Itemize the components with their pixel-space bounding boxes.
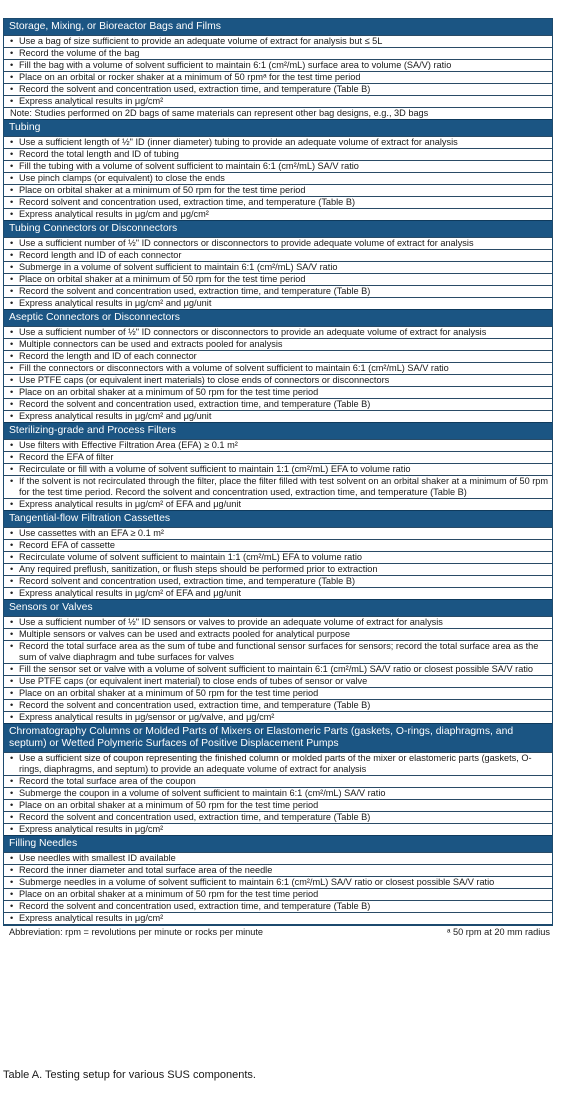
bullet-icon: • xyxy=(10,84,14,94)
bullet-icon: • xyxy=(10,476,14,486)
bullet-icon: • xyxy=(10,262,14,272)
list-item-text: Submerge needles in a volume of solvent sufficient to maintain 6:1 (cm²/mL) SA/V ratio or closest possible SA/V ratio xyxy=(19,877,495,887)
list-item xyxy=(4,208,552,220)
bullet-icon: • xyxy=(10,96,14,106)
bullet-icon: • xyxy=(10,865,14,875)
list-item-text: Place on orbital shaker at a minimum of 50 rpm for the test time period xyxy=(19,274,306,284)
bullet-icon: • xyxy=(10,564,14,574)
bullet-icon: • xyxy=(10,339,14,349)
list-item xyxy=(4,563,552,575)
list-item-text: Use a sufficient length of ½" ID (inner diameter) tubing to provide an adequate volume of extract for analysis xyxy=(19,137,458,147)
list-item xyxy=(4,386,552,398)
list-item-text: Record the solvent and concentration used, extraction time, and temperature (Table B) xyxy=(19,286,371,296)
list-item xyxy=(4,539,552,551)
section-title: Tubing xyxy=(4,119,552,136)
list-item xyxy=(4,237,552,249)
list-item-text: Use cassettes with an EFA ≥ 0.1 m² xyxy=(19,528,164,538)
list-item-text: Record the EFA of filter xyxy=(19,452,114,462)
list-item-text: Place on an orbital or rocker shaker at a minimum of 50 rpmᵃ for the test time period xyxy=(19,72,361,82)
bullet-icon: • xyxy=(10,540,14,550)
bullet-icon: • xyxy=(10,149,14,159)
bullet-icon: • xyxy=(10,812,14,822)
bullet-icon: • xyxy=(10,617,14,627)
list-item xyxy=(4,912,552,924)
testing-setup-table xyxy=(3,18,553,925)
list-item-text: Record length and ID of each connector xyxy=(19,250,182,260)
list-item xyxy=(4,699,552,711)
list-item xyxy=(4,687,552,699)
list-item-text: Express analytical results in μg/cm² xyxy=(19,913,164,923)
bullet-icon: • xyxy=(10,286,14,296)
list-item-text: Record the length and ID of each connector xyxy=(19,351,197,361)
list-item xyxy=(4,787,552,799)
list-item xyxy=(4,675,552,687)
list-item xyxy=(4,71,552,83)
list-item-text: Record solvent and concentration used, extraction time, and temperature (Table B) xyxy=(19,576,356,586)
list-item-text: Express analytical results in μg/cm² xyxy=(19,824,164,834)
bullet-icon: • xyxy=(10,60,14,70)
list-item-text: Record the volume of the bag xyxy=(19,48,140,58)
list-item-text: Express analytical results in μg/cm² and μg/unit xyxy=(19,411,212,421)
list-item-text: Use PTFE caps (or equivalent inert material) to close ends of tubes of sensor or valve xyxy=(19,676,368,686)
list-item-text: Submerge the coupon in a volume of solvent sufficient to maintain 6:1 (cm²/mL) SA/V ratio xyxy=(19,788,386,798)
bullet-icon: • xyxy=(10,161,14,171)
list-item xyxy=(4,527,552,539)
list-item-text: Express analytical results in μg/cm² of EFA and μg/unit xyxy=(19,499,241,509)
list-item-text: Use needles with smallest ID available xyxy=(19,853,176,863)
list-item xyxy=(4,273,552,285)
list-item xyxy=(4,498,552,510)
section-title: Tangential-flow Filtration Cassettes xyxy=(4,510,552,527)
list-item-text: Record the inner diameter and total surface area of the needle xyxy=(19,865,273,875)
bullet-icon: • xyxy=(10,327,14,337)
list-item-text: Express analytical results in μg/cm² of EFA and μg/unit xyxy=(19,588,241,598)
bullet-icon: • xyxy=(10,185,14,195)
section-title: Sensors or Valves xyxy=(4,599,552,616)
list-item-text: Record the total surface area as the sum of tube and functional sensor surfaces for sensors; record the total surface area as the sum of valve diaphragm and tube surfaces for valves xyxy=(19,641,539,662)
section-title: Tubing Connectors or Disconnectors xyxy=(4,220,552,237)
bullet-icon: • xyxy=(10,387,14,397)
bullet-icon: • xyxy=(10,901,14,911)
list-item-text: Express analytical results in μg/cm² and μg/unit xyxy=(19,298,212,308)
bullet-icon: • xyxy=(10,411,14,421)
bullet-icon: • xyxy=(10,238,14,248)
list-item xyxy=(4,752,552,775)
list-item-text: Submerge in a volume of solvent sufficient to maintain 6:1 (cm²/mL) SA/V ratio xyxy=(19,262,338,272)
list-item xyxy=(4,628,552,640)
bullet-icon: • xyxy=(10,440,14,450)
list-item xyxy=(4,551,552,563)
bullet-icon: • xyxy=(10,788,14,798)
bullet-icon: • xyxy=(10,552,14,562)
list-item-text: Record the solvent and concentration used, extraction time, and temperature (Table B) xyxy=(19,812,371,822)
list-item xyxy=(4,663,552,675)
list-item xyxy=(4,95,552,107)
bullet-icon: • xyxy=(10,209,14,219)
list-item-text: Place on an orbital shaker at a minimum of 50 rpm for the test time period xyxy=(19,889,319,899)
list-item xyxy=(4,59,552,71)
list-item-text: Place on an orbital shaker at a minimum of 50 rpm for the test time period xyxy=(19,800,319,810)
list-item-text: Any required preflush, sanitization, or flush steps should be performed prior to extraction xyxy=(19,564,378,574)
list-item xyxy=(4,148,552,160)
bullet-icon: • xyxy=(10,375,14,385)
bullet-icon: • xyxy=(10,753,14,763)
bullet-icon: • xyxy=(10,824,14,834)
bullet-icon: • xyxy=(10,464,14,474)
list-item xyxy=(4,640,552,663)
list-item xyxy=(4,374,552,386)
list-item xyxy=(4,876,552,888)
list-item-text: Recirculate or fill with a volume of solvent sufficient to maintain 1:1 (cm²/mL) EFA to volume ratio xyxy=(19,464,411,474)
bullet-icon: • xyxy=(10,712,14,722)
bullet-icon: • xyxy=(10,274,14,284)
bullet-icon: • xyxy=(10,351,14,361)
list-item xyxy=(4,362,552,374)
bullet-icon: • xyxy=(10,800,14,810)
list-item-text: If the solvent is not recirculated through the filter, place the filter filled with test solvent on an orbital shaker at a minimum of 50 rpm for the test time period. Record the solvent and concentration used, extraction time, and temperature (Table B) xyxy=(19,476,549,497)
list-item-text: Multiple connectors can be used and extracts pooled for analysis xyxy=(19,339,283,349)
bullet-icon: • xyxy=(10,776,14,786)
list-item-text: Use pinch clamps (or equivalent) to close the ends xyxy=(19,173,225,183)
list-item-text: Multiple sensors or valves can be used and extracts pooled for analytical purpose xyxy=(19,629,350,639)
list-item xyxy=(4,398,552,410)
list-item xyxy=(4,297,552,309)
spec-table-wrapper xyxy=(3,18,553,938)
list-item xyxy=(4,261,552,273)
list-item-text: Record the solvent and concentration used, extraction time, and temperature (Table B) xyxy=(19,399,371,409)
bullet-icon: • xyxy=(10,250,14,260)
bullet-icon: • xyxy=(10,197,14,207)
list-item xyxy=(4,184,552,196)
list-item xyxy=(4,196,552,208)
bullet-icon: • xyxy=(10,36,14,46)
list-item xyxy=(4,160,552,172)
list-item-text: Express analytical results in μg/sensor or μg/valve, and μg/cm² xyxy=(19,712,275,722)
list-item-text: Record EFA of cassette xyxy=(19,540,116,550)
list-item xyxy=(4,475,552,498)
table-footer xyxy=(3,925,553,938)
list-item xyxy=(4,350,552,362)
list-item-text: Recirculate volume of solvent sufficient to maintain 1:1 (cm²/mL) EFA to volume ratio xyxy=(19,552,362,562)
section-title: Sterilizing-grade and Process Filters xyxy=(4,422,552,439)
bullet-icon: • xyxy=(10,588,14,598)
list-item-text: Place on an orbital shaker at a minimum of 50 rpm for the test time period xyxy=(19,688,319,698)
list-item-text: Place on an orbital shaker at a minimum of 50 rpm for the test time period xyxy=(19,387,319,397)
bullet-icon: • xyxy=(10,499,14,509)
list-item-text: Use a sufficient number of ½" ID connectors or disconnectors to provide an adequate volume of extract for analysis xyxy=(19,327,487,337)
list-item-text: Express analytical results in μg/cm and μg/cm² xyxy=(19,209,209,219)
list-item xyxy=(4,136,552,148)
list-item-text: Record the solvent and concentration used, extraction time, and temperature (Table B) xyxy=(19,84,371,94)
section-note: Note: Studies performed on 2D bags of same materials can represent other bag designs, e.g., 3D bags xyxy=(4,107,552,119)
table-caption: Table A. Testing setup for various SUS components. xyxy=(3,1069,256,1081)
list-item xyxy=(4,83,552,95)
list-item xyxy=(4,811,552,823)
bullet-icon: • xyxy=(10,576,14,586)
bullet-icon: • xyxy=(10,676,14,686)
bullet-icon: • xyxy=(10,913,14,923)
bullet-icon: • xyxy=(10,528,14,538)
list-item xyxy=(4,285,552,297)
list-item xyxy=(4,463,552,475)
list-item xyxy=(4,451,552,463)
list-item xyxy=(4,852,552,864)
list-item-text: Fill the sensor set or valve with a volume of solvent sufficient to maintain 6:1 (cm²/mL) SA/V ratio or closest possible SA/V ratio xyxy=(19,664,534,674)
bullet-icon: • xyxy=(10,48,14,58)
bullet-icon: • xyxy=(10,72,14,82)
list-item xyxy=(4,575,552,587)
section-title: Filling Needles xyxy=(4,835,552,852)
list-item xyxy=(4,900,552,912)
list-item-text: Express analytical results in μg/cm² xyxy=(19,96,164,106)
list-item-text: Record solvent and concentration used, extraction time, and temperature (Table B) xyxy=(19,197,356,207)
section-title: Storage, Mixing, or Bioreactor Bags and Films xyxy=(4,19,552,35)
list-item xyxy=(4,775,552,787)
list-item-text: Use a bag of size sufficient to provide an adequate volume of extract for analysis but ≤ 5L xyxy=(19,36,383,46)
list-item-text: Fill the connectors or disconnectors with a volume of solvent sufficient to maintain 6:1 (cm²/mL) SA/V ratio xyxy=(19,363,449,373)
list-item xyxy=(4,864,552,876)
section-title: Aseptic Connectors or Disconnectors xyxy=(4,309,552,326)
bullet-icon: • xyxy=(10,688,14,698)
list-item-text: Record the total length and ID of tubing xyxy=(19,149,179,159)
bullet-icon: • xyxy=(10,700,14,710)
list-item-text: Use filters with Effective Filtration Area (EFA) ≥ 0.1 m² xyxy=(19,440,238,450)
list-item-text: Use a sufficient size of coupon representing the finished column or molded parts of the mixer or elastomeric parts (gaskets, O-rings, diaphragms, and septum) to provide an adequate volume of extract for analysis xyxy=(19,753,532,774)
bullet-icon: • xyxy=(10,298,14,308)
rpm-footnote: ᵃ 50 rpm at 20 mm radius xyxy=(447,927,550,937)
bullet-icon: • xyxy=(10,399,14,409)
list-item-text: Fill the tubing with a volume of solvent sufficient to maintain 6:1 (cm²/mL) SA/V ratio xyxy=(19,161,359,171)
list-item xyxy=(4,326,552,338)
bullet-icon: • xyxy=(10,452,14,462)
abbreviation-note: Abbreviation: rpm = revolutions per minute or rocks per minute xyxy=(9,927,264,937)
list-item xyxy=(4,439,552,451)
list-item xyxy=(4,47,552,59)
list-item-text: Place on orbital shaker at a minimum of 50 rpm for the test time period xyxy=(19,185,306,195)
bullet-icon: • xyxy=(10,641,14,651)
list-item xyxy=(4,172,552,184)
bullet-icon: • xyxy=(10,629,14,639)
section-title: Chromatography Columns or Molded Parts of Mixers or Elastomeric Parts (gaskets, O-rings, diaphragms, and septum) or Wetted Polymeric Surfaces of Positive Displacement Pumps xyxy=(4,723,552,752)
list-item xyxy=(4,249,552,261)
bullet-icon: • xyxy=(10,877,14,887)
list-item xyxy=(4,799,552,811)
list-item xyxy=(4,616,552,628)
list-item xyxy=(4,338,552,350)
list-item xyxy=(4,35,552,47)
list-item-text: Record the solvent and concentration used, extraction time, and temperature (Table B) xyxy=(19,700,371,710)
bullet-icon: • xyxy=(10,853,14,863)
bullet-icon: • xyxy=(10,363,14,373)
list-item-text: Record the total surface area of the coupon xyxy=(19,776,196,786)
bullet-icon: • xyxy=(10,664,14,674)
bullet-icon: • xyxy=(10,137,14,147)
list-item-text: Use PTFE caps (or equivalent inert materials) to close ends of connectors or disconnectors xyxy=(19,375,390,385)
bullet-icon: • xyxy=(10,173,14,183)
list-item xyxy=(4,410,552,422)
list-item-text: Use a sufficient number of ½" ID connectors or disconnectors to provide adequate volume of extract for analysis xyxy=(19,238,474,248)
bullet-icon: • xyxy=(10,889,14,899)
list-item-text: Fill the bag with a volume of solvent sufficient to maintain 6:1 (cm²/mL) surface area to volume (SA/V) ratio xyxy=(19,60,452,70)
list-item xyxy=(4,888,552,900)
list-item xyxy=(4,587,552,599)
list-item-text: Use a sufficient number of ½" ID sensors or valves to provide an adequate volume of extract for analysis xyxy=(19,617,443,627)
list-item xyxy=(4,711,552,723)
list-item-text: Record the solvent and concentration used, extraction time, and temperature (Table B) xyxy=(19,901,371,911)
list-item xyxy=(4,823,552,835)
